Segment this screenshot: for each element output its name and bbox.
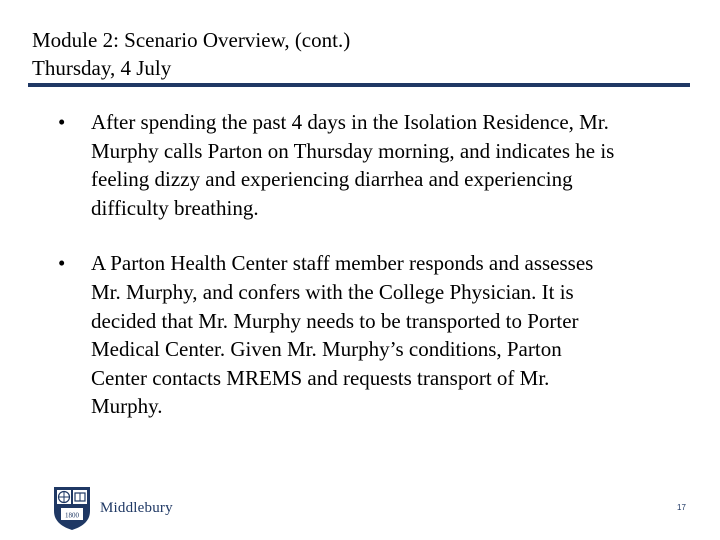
bullet-item xyxy=(58,108,618,222)
title-divider xyxy=(28,83,690,87)
shield-seal-icon xyxy=(52,485,92,531)
middlebury-logo xyxy=(52,485,173,531)
bullet-item xyxy=(58,249,618,421)
bullet-marker: • xyxy=(58,110,66,134)
title-line-2: Thursday, 4 July xyxy=(32,56,172,80)
title-line-1: Module 2: Scenario Overview, (cont.) xyxy=(32,28,351,52)
slide-title xyxy=(32,26,350,82)
logo-wordmark: Middlebury xyxy=(100,499,173,516)
bullet-text: A Parton Health Center staff member responds and assesses Mr. Murphy, and confers with the College Physician. It is decided that Mr. Murphy needs to be transported to Porter Medical Center. Given Mr. Murphy’s conditions, Parton Center contacts MREMS and requests transport of Mr. Murphy. xyxy=(91,251,594,419)
page-number: 17 xyxy=(677,503,686,512)
bullet-text: After spending the past 4 days in the Isolation Residence, Mr. Murphy calls Parton on Thursday morning, and indicates he is feeling dizzy and experiencing diarrhea and experiencing difficulty breathing. xyxy=(91,110,615,220)
bullet-marker: • xyxy=(58,251,66,276)
seal-year: 1800 xyxy=(65,511,79,520)
bullet-list xyxy=(58,108,618,448)
